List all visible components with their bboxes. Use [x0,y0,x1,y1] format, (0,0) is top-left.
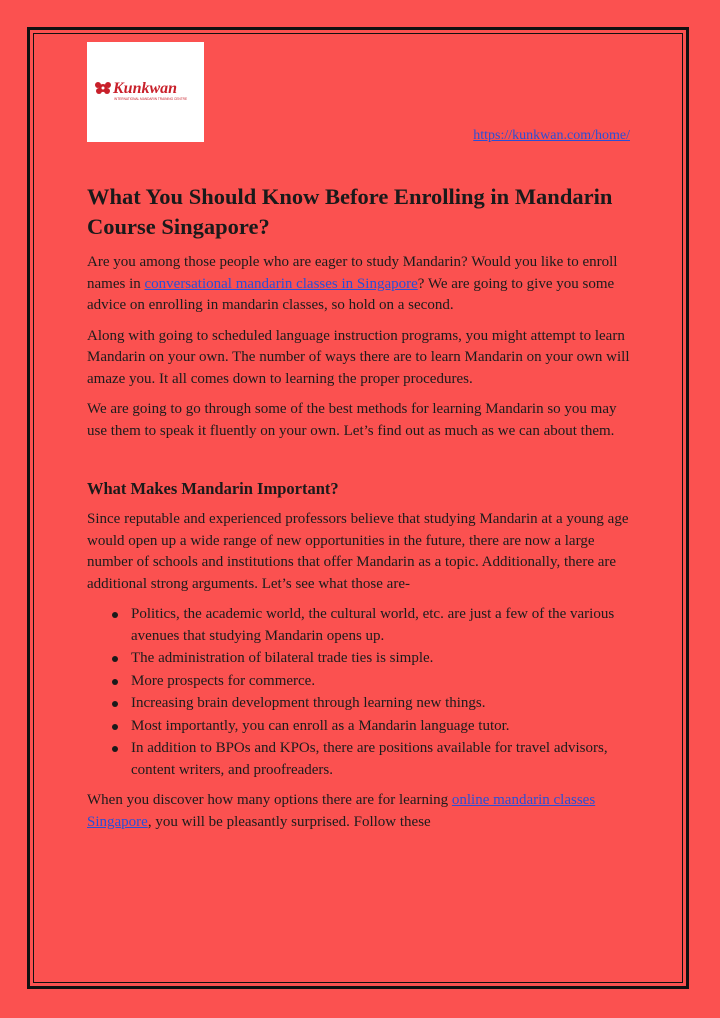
list-item: Politics, the academic world, the cultural world, etc. are just a few of the various avenues that studying Mandarin opens up. [131,604,635,647]
article-body [87,182,635,842]
list-item: Most importantly, you can enroll as a Mandarin language tutor. [131,716,635,738]
list-item: Increasing brain development through learning new things. [131,693,635,715]
intro-paragraph [87,252,635,317]
closing-text-end: , you will be pleasantly surprised. Follow these [147,813,431,830]
intro-text-end: ? We are going to give you some advice on enrolling in mandarin classes, so hold on a second. [87,275,615,313]
conversational-classes-link[interactable]: conversational mandarin classes in Singapore [144,275,418,292]
list-item: The administration of bilateral trade ties is simple. [131,648,635,670]
importance-paragraph: Since reputable and experienced professors believe that studying Mandarin at a young age would open up a wide range of new opportunities in the future, there are now a large number of schools and institutions that offer Mandarin as a topic. Additionally, there are additional strong arguments. Let’s see what those are- [87,511,629,592]
section-heading: What Makes Mandarin Important? [87,479,339,498]
logo-graphic [94,78,198,104]
closing-text-start: When you discover how many options there are for learning [87,792,452,808]
kunkwan-logo [87,42,204,142]
article-title: What You Should Know Before Enrolling in Mandarin Course Singapore? [87,184,613,239]
flower-icon [95,82,111,94]
closing-paragraph [87,790,635,833]
list-item: More prospects for commerce. [131,671,635,693]
methods-paragraph: We are going to go through some of the best methods for learning Mandarin so you may use them to speak it fluently on your own. Let’s find out as much as we can about them. [87,401,617,439]
self-study-paragraph: Along with going to scheduled language instruction programs, you might attempt to learn Mandarin on your own. The number of ways there are to learn Mandarin on your own will amaze you. It all comes down to learning the proper procedures. [87,327,630,387]
reasons-list [87,604,635,781]
logo-wordmark: Kunkwan [113,80,178,97]
list-item: In addition to BPOs and KPOs, there are positions available for travel advisors, content writers, and proofreaders. [131,738,635,781]
online-classes-link[interactable]: online mandarin classes Singapore [87,792,596,830]
intro-text-start: Are you among those people who are eager to study Mandarin? Would you like to enroll names in [87,254,618,292]
logo-subtitle: INTERNATIONAL MANDARIN TRAINING CENTRE [114,97,188,101]
site-url-link[interactable]: https://kunkwan.com/home/ [473,128,630,143]
